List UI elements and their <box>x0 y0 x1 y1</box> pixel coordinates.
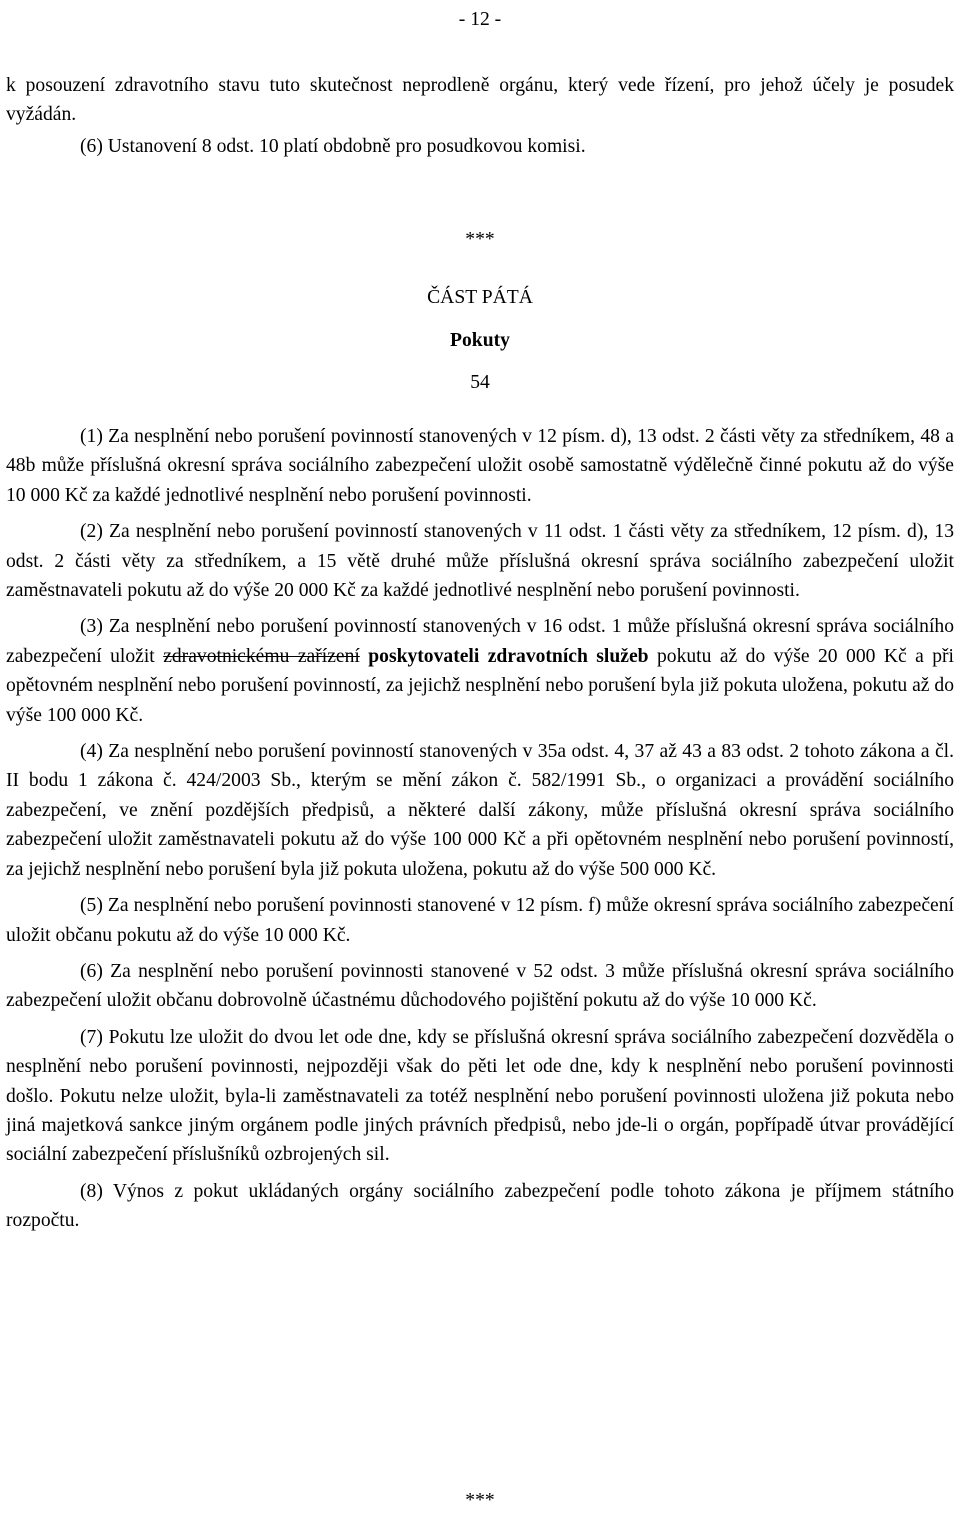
part-header <box>6 225 954 398</box>
paragraph-3-end: pokutu až do výše 20 000 Kč a při opětovném nesplnění nebo porušení povinností, za jejichž nesplnění nebo porušení byla již pokuta uložena, pokutu až do výše 100 000 Kč. <box>6 645 954 726</box>
part-title: ČÁST PÁTÁ <box>427 287 533 309</box>
paragraph-3-start: (3) Za nesplnění nebo porušení povinností stanovených v 16 odst. 1 může příslušná okresní správa sociálního zabezpečení uložit <box>6 616 954 667</box>
document-body <box>6 71 954 161</box>
struck-text: zdravotnickému zařízení <box>163 645 360 667</box>
part-heading: Pokuty <box>450 329 510 351</box>
paragraph-7: (7) Pokutu lze uložit do dvou let ode dne, kdy se příslušná okresní správa sociálního zabezpečení dozvěděla o nesplnění nebo porušení povinnosti, nejpozději však do pěti let ode dne, kdy k nesplnění nebo porušení povinnosti došlo. Pokutu nelze uložit, byla-li zaměstnavateli za totéž nesplnění nebo porušení povinnosti uložena již pokuta nebo jiná majetková sankce jiným orgánem podle jiných právních předpisů, nebo jde-li o orgán, popřípadě útvar provádějící sociální zabezpečení příslušníků ozbrojených sil. <box>6 1026 954 1166</box>
page-number: - 12 - <box>458 9 502 30</box>
intro-continuation: k posouzení zdravotního stavu tuto skutečnost neprodleně orgánu, který vede řízení, pro jehož účely je posudek vyžádán. <box>6 75 954 126</box>
separator-bottom-wrap <box>6 1486 954 1515</box>
paragraph-1: (1) Za nesplnění nebo porušení povinností stanovených v 12 písm. d), 13 odst. 2 části věty za středníkem, 48 a 48b může příslušná okresní správa sociálního zabezpečení uložit osobě samostatně výdělečně činné pokutu až do výše 10 000 Kč za každé jednotlivé nesplnění nebo porušení povinnosti. <box>6 426 954 506</box>
separator-bottom: *** <box>465 1490 495 1511</box>
separator-top: *** <box>465 229 495 250</box>
paragraphs <box>6 422 954 1236</box>
paragraph-5: (5) Za nesplnění nebo porušení povinnosti stanovené v 12 písm. f) může okresní správa sociálního zabezpečení uložit občanu pokutu až do výše 10 000 Kč. <box>6 895 954 946</box>
section-number: 54 <box>470 372 490 394</box>
bold-inserted-text: poskytovateli zdravotních služeb <box>368 645 649 667</box>
paragraph-4: (4) Za nesplnění nebo porušení povinností stanovených v 35a odst. 4, 37 až 43 a 83 odst. 2 tohoto zákona a čl. II bodu 1 zákona č. 424/2003 Sb., kterým se mění zákon č. 582/1991 Sb., o organizaci a provádění sociálního zabezpečení, ve znění pozdějších předpisů, a některé další zákony, může příslušná okresní správa sociálního zabezpečení uložit zaměstnavateli pokutu až do výše 100 000 Kč a při opětovném nesplnění nebo porušení povinností, za jejichž nesplnění nebo porušení byla již pokuta uložena, pokutu až do výše 500 000 Kč. <box>6 741 954 880</box>
paragraph-6: (6) Za nesplnění nebo porušení povinnosti stanovené v 52 odst. 3 může příslušná okresní správa sociálního zabezpečení uložit občanu dobrovolně účastnému důchodového pojištění pokutu až do výše 10 000 Kč. <box>6 960 954 1012</box>
paragraph-3 <box>6 612 954 730</box>
paragraph-2: (2) Za nesplnění nebo porušení povinností stanovených v 11 odst. 1 části věty za středníkem, 12 písm. d), 13 odst. 2 části věty za středníkem, a 15 větě druhé může příslušná okresní správa sociálního zabezpečení uložit zaměstnavateli pokutu až do výše 20 000 Kč za každé jednotlivé nesplnění nebo porušení povinnosti. <box>6 521 954 602</box>
intro-paragraph-6: (6) Ustanovení 8 odst. 10 platí obdobně pro posudkovou komisi. <box>80 135 586 157</box>
paragraph-8: (8) Výnos z pokut ukládaných orgány sociálního zabezpečení podle tohoto zákona je příjmem státního rozpočtu. <box>6 1180 954 1232</box>
